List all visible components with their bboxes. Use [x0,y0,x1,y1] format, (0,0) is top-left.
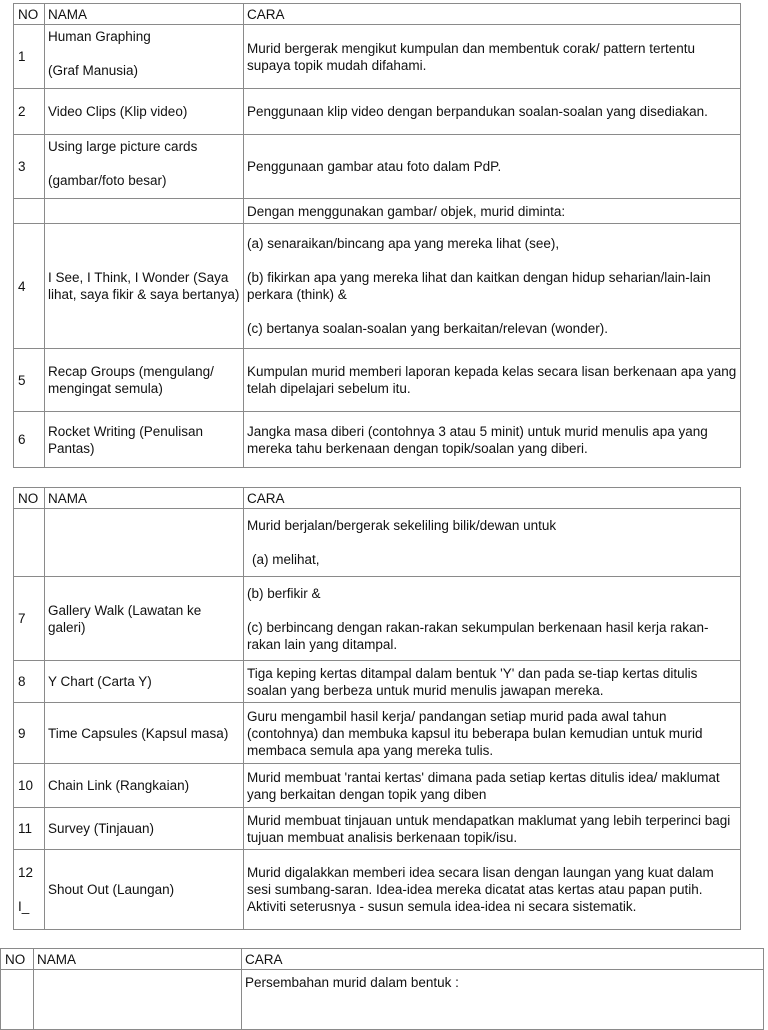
nama-text: (gambar/foto besar) [48,173,167,188]
row-nama: I See, I Think, I Wonder (Saya lihat, saya fikir & saya bertanya) [45,224,244,349]
row-cara [244,224,741,349]
header-nama: NAMA [45,4,244,25]
row-no [14,199,45,224]
header-nama: NAMA [34,949,242,970]
strategy-table-2 [13,487,741,930]
row-nama: Chain Link (Rangkaian) [45,764,244,808]
strategy-table-1 [13,3,741,468]
row-nama [45,509,244,577]
row-no [14,509,45,577]
row-cara: Guru mengambil hasil kerja/ pandangan setiap murid pada awal tahun (contohnya) dan membuka kapsul itu beberapa bulan kemudian untuk murid membaca semula apa yang mereka tulis. [244,703,741,764]
cara-text: (b) berfikir & [247,585,321,601]
nama-text: (Graf Manusia) [48,63,139,78]
row-no: 7 [14,577,45,661]
table-row [14,808,741,850]
header-no: NO [1,949,34,970]
cara-text: (c) berbincang dengan rakan-rakan sekumpulan berkenaan hasil kerja rakan-rakan lain yang ditampal. [247,619,709,652]
row-nama [34,970,242,1030]
header-cara: CARA [242,949,764,970]
row-no: 10 [14,764,45,808]
row-nama: Video Clips (Klip video) [45,89,244,135]
row-cara: Murid membuat 'rantai kertas' dimana pada setiap kertas ditulis idea/ maklumat yang berkaitan dengan topik yang diben [244,764,741,808]
row-nama [45,135,244,199]
row-cara: Penggunaan klip video dengan berpandukan soalan-soalan yang disediakan. [244,89,741,135]
cara-text: (c) bertanya soalan-soalan yang berkaitan/relevan (wonder). [247,321,608,336]
row-nama: Recap Groups (mengulang/ mengingat semula) [45,349,244,412]
header-cara: CARA [244,4,741,25]
row-nama: Rocket Writing (Penulisan Pantas) [45,412,244,468]
row-cara: Murid digalakkan memberi idea secara lisan dengan laungan yang kuat dalam sesi sumbang-saran. Idea-idea mereka dicatat atas kertas atau papan putih. Aktiviti seterusnya - susun semula idea-idea ni secara sistematik. [244,850,741,930]
row-cara: Penggunaan gambar atau foto dalam PdP. [244,135,741,199]
table-header [1,949,764,970]
row-cara [244,577,741,661]
row-cara: Murid bergerak mengikut kumpulan dan membentuk corak/ pattern tertentu supaya topik mudah difahami. [244,25,741,89]
table-row [14,349,741,412]
row-no [1,970,34,1030]
table-row [14,89,741,135]
row-nama [45,25,244,89]
header-no: NO [14,4,45,25]
row-no: 8 [14,661,45,703]
no-mark: I_ [18,899,30,914]
row-cara: Murid membuat tinjauan untuk mendapatkan maklumat yang lebih terperinci bagi tujuan membuat analisis berkenaan topik/isu. [244,808,741,850]
nama-text: Using large picture cards [48,139,198,154]
row-cara [244,509,741,577]
row-nama [45,199,244,224]
nama-text: Human Graphing [48,29,151,44]
table-row [14,850,741,930]
row-cara: Dengan menggunakan gambar/ objek, murid diminta: [244,199,741,224]
cara-text: (b) fikirkan apa yang mereka lihat dan kaitkan dengan hidup seharian/lain-lain perkara (think) & [247,270,711,302]
row-no: 6 [14,412,45,468]
table-row [14,135,741,199]
row-nama: Shout Out (Laungan) [45,850,244,930]
cara-text: Murid berjalan/bergerak sekeliling bilik/dewan untuk [247,518,557,533]
header-cara: CARA [244,488,741,509]
row-no [14,850,45,930]
table-row [14,199,741,224]
table-row [14,412,741,468]
row-cara: Jangka masa diberi (contohnya 3 atau 5 minit) untuk murid menulis apa yang mereka tahu berkenaan dengan topik/soalan yang diberi. [244,412,741,468]
header-no: NO [14,488,45,509]
table-header [14,4,741,25]
cara-text: (a) senaraikan/bincang apa yang mereka lihat (see), [247,236,560,251]
row-no: 5 [14,349,45,412]
row-cara: Persembahan murid dalam bentuk : [242,970,764,1030]
row-no: 2 [14,89,45,135]
table-row [14,509,741,577]
table-row [14,703,741,764]
row-cara: Tiga keping kertas ditampal dalam bentuk 'Y' dan pada se-tiap kertas ditulis soalan yang berbeza untuk murid menulis jawapan mereka. [244,661,741,703]
row-no: 4 [14,224,45,349]
row-cara: Kumpulan murid memberi laporan kepada kelas secara lisan berkenaan apa yang telah dipelajari sebelum itu. [244,349,741,412]
row-nama: Gallery Walk (Lawatan ke galeri) [45,577,244,661]
row-nama: Survey (Tinjauan) [45,808,244,850]
table-row [14,661,741,703]
no-text: 12 [18,865,34,880]
row-no: 9 [14,703,45,764]
row-no: 1 [14,25,45,89]
strategy-table-3 [0,948,764,1030]
table-row [1,970,764,1030]
row-no: 11 [14,808,45,850]
row-nama: Y Chart (Carta Y) [45,661,244,703]
table-row [14,577,741,661]
table-header [14,488,741,509]
table-row [14,25,741,89]
header-nama: NAMA [45,488,244,509]
row-no: 3 [14,135,45,199]
cara-text: (a) melihat, [252,552,320,567]
table-row [14,224,741,349]
row-nama: Time Capsules (Kapsul masa) [45,703,244,764]
table-row [14,764,741,808]
